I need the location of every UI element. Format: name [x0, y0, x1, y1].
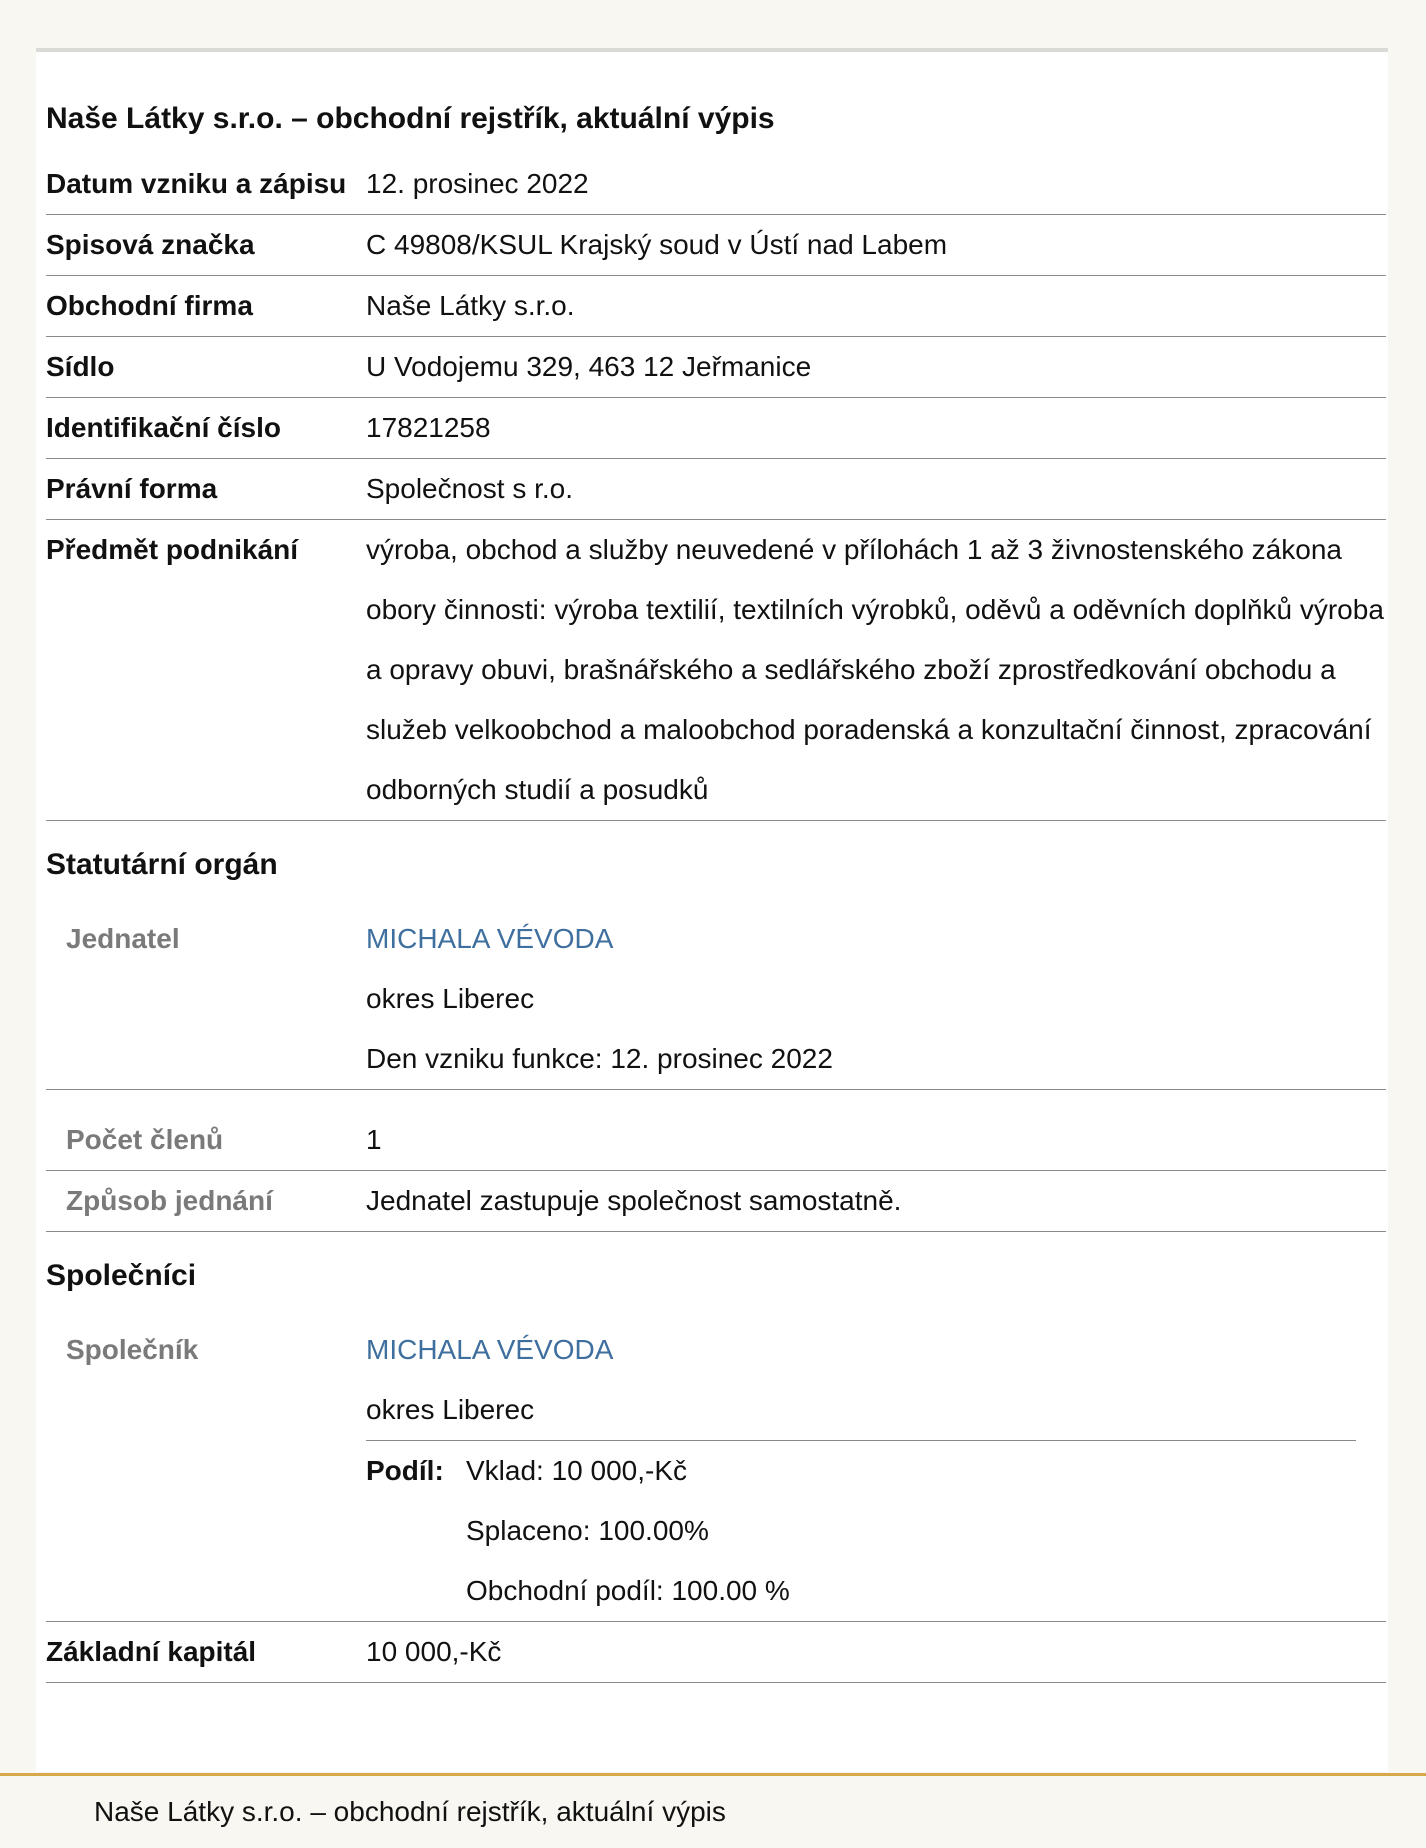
label-capital: Základní kapitál — [46, 1636, 257, 1667]
row-id-number — [46, 398, 1386, 459]
share-label: Podíl: — [366, 1455, 444, 1486]
label-jednatel: Jednatel — [66, 923, 180, 954]
share-details — [466, 1441, 790, 1621]
registry-extract — [46, 84, 1386, 1683]
value-business-scope: výroba, obchod a služby neuvedené v přílohách 1 až 3 živnostenského zákona obory činnosti: výroba textilií, textilních výrobků, oděvů a oděvních doplňků výroba a opravy obuvi, brašnářského a sedlářského zboží zprostředkování obchodu a služeb velkoobchod a maloobchod poradenská a konzultační činnost, zpracování odborných studií a posudků — [366, 534, 1384, 805]
row-seat — [46, 337, 1386, 398]
value-members: 1 — [366, 1124, 382, 1155]
label-members: Počet členů — [66, 1124, 224, 1155]
footer-title: Naše Látky s.r.o. – obchodní rejstřík, aktuální výpis — [94, 1796, 726, 1827]
top-divider — [36, 48, 1388, 52]
share-deposit: Vklad: 10 000,-Kč — [466, 1455, 688, 1486]
label-business-scope: Předmět podnikání — [46, 534, 299, 565]
row-members — [46, 1090, 1386, 1171]
value-partner — [366, 1320, 1386, 1621]
value-seat: U Vodojemu 329, 463 12 Jeřmanice — [366, 351, 812, 382]
page-title: Naše Látky s.r.o. – obchodní rejstřík, aktuální výpis — [46, 102, 775, 135]
partner-share — [366, 1440, 1356, 1621]
label-id-number: Identifikační číslo — [46, 412, 281, 443]
label-legal-form: Právní forma — [46, 473, 218, 504]
section-partners: Společníci — [46, 1259, 197, 1292]
label-founded: Datum vzniku a zápisu — [46, 168, 347, 199]
value-file-number: C 49808/KSUL Krajský soud v Ústí nad Labem — [366, 229, 948, 260]
value-legal-form: Společnost s r.o. — [366, 473, 574, 504]
footer-divider — [0, 1773, 1426, 1776]
row-capital — [46, 1622, 1386, 1683]
row-business-scope — [46, 520, 1386, 821]
value-company-name: Naše Látky s.r.o. — [366, 290, 575, 321]
value-jednatel — [366, 909, 1386, 1089]
row-founded — [46, 154, 1386, 215]
share-paid: Splaceno: 100.00% — [466, 1515, 709, 1546]
row-company-name — [46, 276, 1386, 337]
row-file-number — [46, 215, 1386, 276]
row-partner — [46, 1320, 1386, 1622]
jednatel-district: okres Liberec — [366, 983, 535, 1014]
row-legal-form — [46, 459, 1386, 520]
jednatel-name[interactable]: MICHALA VÉVODA — [366, 923, 614, 954]
jednatel-since: Den vzniku funkce: 12. prosinec 2022 — [366, 1043, 833, 1074]
row-manner — [46, 1171, 1386, 1232]
value-capital: 10 000,-Kč — [366, 1636, 502, 1667]
value-founded: 12. prosinec 2022 — [366, 168, 589, 199]
label-company-name: Obchodní firma — [46, 290, 253, 321]
label-seat: Sídlo — [46, 351, 115, 382]
label-file-number: Spisová značka — [46, 229, 255, 260]
value-id-number: 17821258 — [366, 412, 491, 443]
value-manner: Jednatel zastupuje společnost samostatně. — [366, 1185, 902, 1216]
share-business: Obchodní podíl: 100.00 % — [466, 1575, 790, 1606]
label-manner: Způsob jednání — [66, 1185, 273, 1216]
row-jednatel — [46, 909, 1386, 1090]
label-partner: Společník — [66, 1334, 199, 1365]
partner-district: okres Liberec — [366, 1394, 535, 1425]
section-statutory: Statutární orgán — [46, 848, 278, 881]
partner-name[interactable]: MICHALA VÉVODA — [366, 1334, 614, 1365]
